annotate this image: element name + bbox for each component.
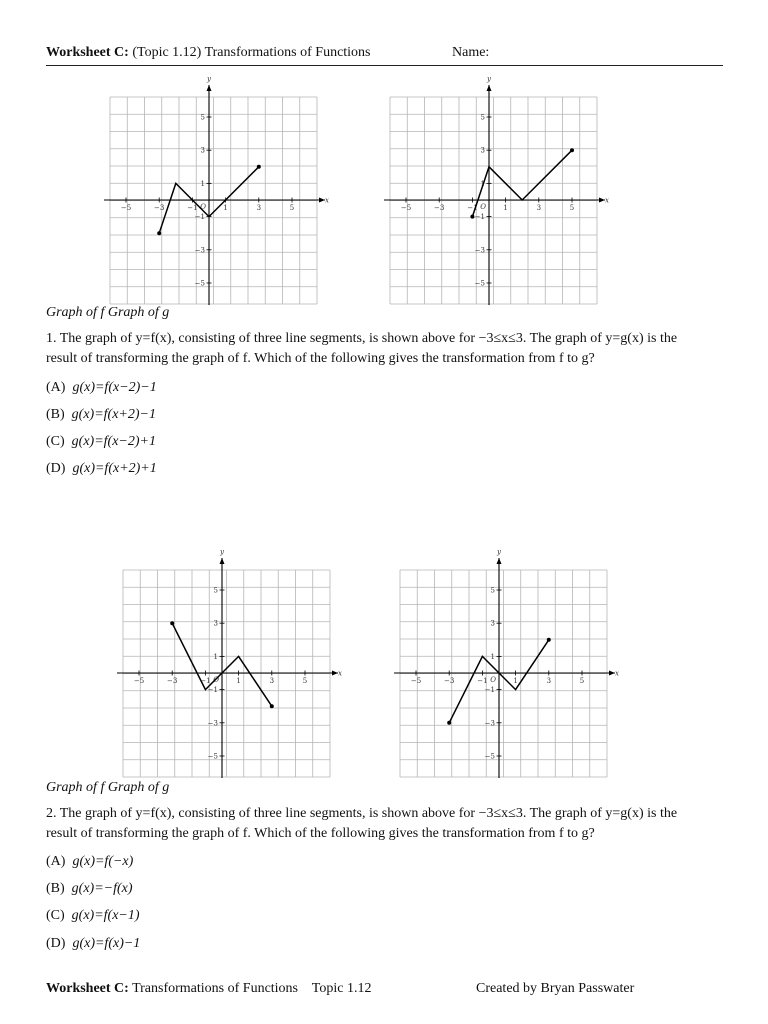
choice-2d: (D) g(x)=f(x)−1 [46, 936, 141, 951]
x-axis-label: x [325, 196, 329, 205]
endpoint-dot [157, 231, 161, 235]
y-tick-label: 3 [213, 619, 218, 628]
x-tick-label: −3 [154, 204, 165, 212]
choice-1a: (A) g(x)=f(x−2)−1 [46, 380, 157, 395]
endpoint-dot [547, 638, 551, 642]
y-axis-arrow [487, 85, 492, 91]
footer-worksheet-label: Worksheet C: [46, 981, 129, 996]
graph-f-problem-1 [103, 74, 331, 306]
header-worksheet-label: Worksheet C: [46, 45, 129, 60]
y-tick-label: −1 [207, 686, 218, 695]
x-tick-label: 1 [503, 204, 508, 212]
question-1-line-2: result of transforming the graph of f. Which of the following gives the transformation from f to g? [46, 351, 595, 366]
x-tick-label: 3 [536, 204, 542, 212]
endpoint-dot [270, 704, 274, 708]
graph-g-problem-1 [383, 74, 611, 306]
question-1 [46, 329, 726, 369]
choice-2b: (B) g(x)=−f(x) [46, 881, 133, 896]
y-tick-label: 5 [213, 586, 218, 595]
y-tick-label: −3 [194, 246, 205, 255]
y-axis-arrow [497, 558, 502, 564]
graph-caption-2: Graph of f Graph of g [46, 780, 170, 795]
x-tick-label: −5 [400, 204, 412, 212]
y-axis-label: y [207, 75, 211, 83]
endpoint-dot [447, 721, 451, 725]
question-1-line-1: 1. The graph of y=f(x), consisting of three line segments, is shown above for −3≤x≤3. The graph of y=g(x) is the [46, 331, 678, 346]
y-tick-label: 1 [213, 652, 218, 661]
y-tick-label: 1 [490, 652, 495, 661]
y-axis-arrow [220, 558, 225, 564]
footer-topic: Topic 1.12 [311, 981, 372, 996]
y-tick-label: −3 [207, 719, 218, 728]
x-tick-label: 5 [569, 204, 575, 212]
origin-label: O [490, 676, 496, 684]
y-axis-label: y [487, 75, 491, 83]
name-field-label: Name: [452, 45, 490, 60]
header-topic: (Topic 1.12) Transformations of Functions [132, 45, 371, 60]
y-tick-label: −1 [474, 213, 485, 222]
choice-2c: (C) g(x)=f(x−1) [46, 908, 140, 923]
y-axis-label: y [220, 548, 224, 556]
x-tick-label: 5 [302, 677, 308, 685]
footer-title: Transformations of Functions [132, 981, 299, 996]
graph-caption-1: Graph of f Graph of g [46, 305, 170, 320]
x-tick-label: 3 [256, 204, 262, 212]
choice-2a: (A) g(x)=f(−x) [46, 854, 134, 869]
graph-g-problem-2 [393, 547, 621, 779]
header-title [46, 45, 371, 61]
x-tick-label: −5 [410, 677, 422, 685]
page-header [46, 45, 723, 66]
y-tick-label: 3 [490, 619, 495, 628]
question-2-line-2: result of transforming the graph of f. Which of the following gives the transformation from f to g? [46, 826, 595, 841]
y-tick-label: −5 [194, 279, 205, 288]
y-tick-label: 3 [200, 146, 205, 155]
x-tick-label: 1 [236, 677, 241, 685]
y-tick-label: −5 [484, 752, 495, 761]
x-tick-label: 1 [223, 204, 228, 212]
x-tick-label: −5 [133, 677, 145, 685]
x-tick-label: −3 [434, 204, 445, 212]
graph-f-problem-2 [116, 547, 344, 779]
x-tick-label: −1 [477, 677, 488, 685]
x-tick-label: 1 [513, 677, 518, 685]
x-tick-label: −1 [467, 204, 478, 212]
y-tick-label: 5 [490, 586, 495, 595]
x-axis-label: x [605, 196, 609, 205]
y-tick-label: 1 [480, 179, 485, 188]
x-axis-label: x [615, 669, 619, 678]
y-tick-label: 5 [480, 113, 485, 122]
choice-1d: (D) g(x)=f(x+2)+1 [46, 461, 157, 476]
origin-label: O [480, 203, 486, 211]
endpoint-dot [257, 165, 261, 169]
question-2-line-1: 2. The graph of y=f(x), consisting of three line segments, is shown above for −3≤x≤3. The graph of y=g(x) is the [46, 806, 678, 821]
endpoint-dot [170, 621, 174, 625]
y-tick-label: 3 [480, 146, 485, 155]
origin-label: O [213, 676, 219, 684]
x-axis-label: x [338, 669, 342, 678]
y-tick-label: 1 [200, 179, 205, 188]
choice-1b: (B) g(x)=f(x+2)−1 [46, 407, 156, 422]
choice-1c: (C) g(x)=f(x−2)+1 [46, 434, 156, 449]
x-tick-label: −5 [120, 204, 132, 212]
y-tick-label: −1 [194, 213, 205, 222]
x-tick-label: −3 [167, 677, 178, 685]
y-tick-label: −3 [474, 246, 485, 255]
y-tick-label: 5 [200, 113, 205, 122]
x-tick-label: −1 [200, 677, 211, 685]
x-tick-label: −3 [444, 677, 455, 685]
x-tick-label: −1 [187, 204, 198, 212]
x-tick-label: 5 [579, 677, 585, 685]
y-tick-label: −3 [484, 719, 495, 728]
x-tick-label: 3 [546, 677, 552, 685]
x-tick-label: 3 [269, 677, 275, 685]
endpoint-dot [570, 148, 574, 152]
y-tick-label: −5 [207, 752, 218, 761]
page-footer [46, 981, 726, 997]
footer-author: Created by Bryan Passwater [476, 981, 635, 996]
y-axis-label: y [497, 548, 501, 556]
origin-label: O [200, 203, 206, 211]
endpoint-dot [470, 215, 474, 219]
question-2 [46, 804, 726, 844]
x-tick-label: 5 [289, 204, 295, 212]
y-axis-arrow [207, 85, 212, 91]
y-tick-label: −1 [484, 686, 495, 695]
y-tick-label: −5 [474, 279, 485, 288]
